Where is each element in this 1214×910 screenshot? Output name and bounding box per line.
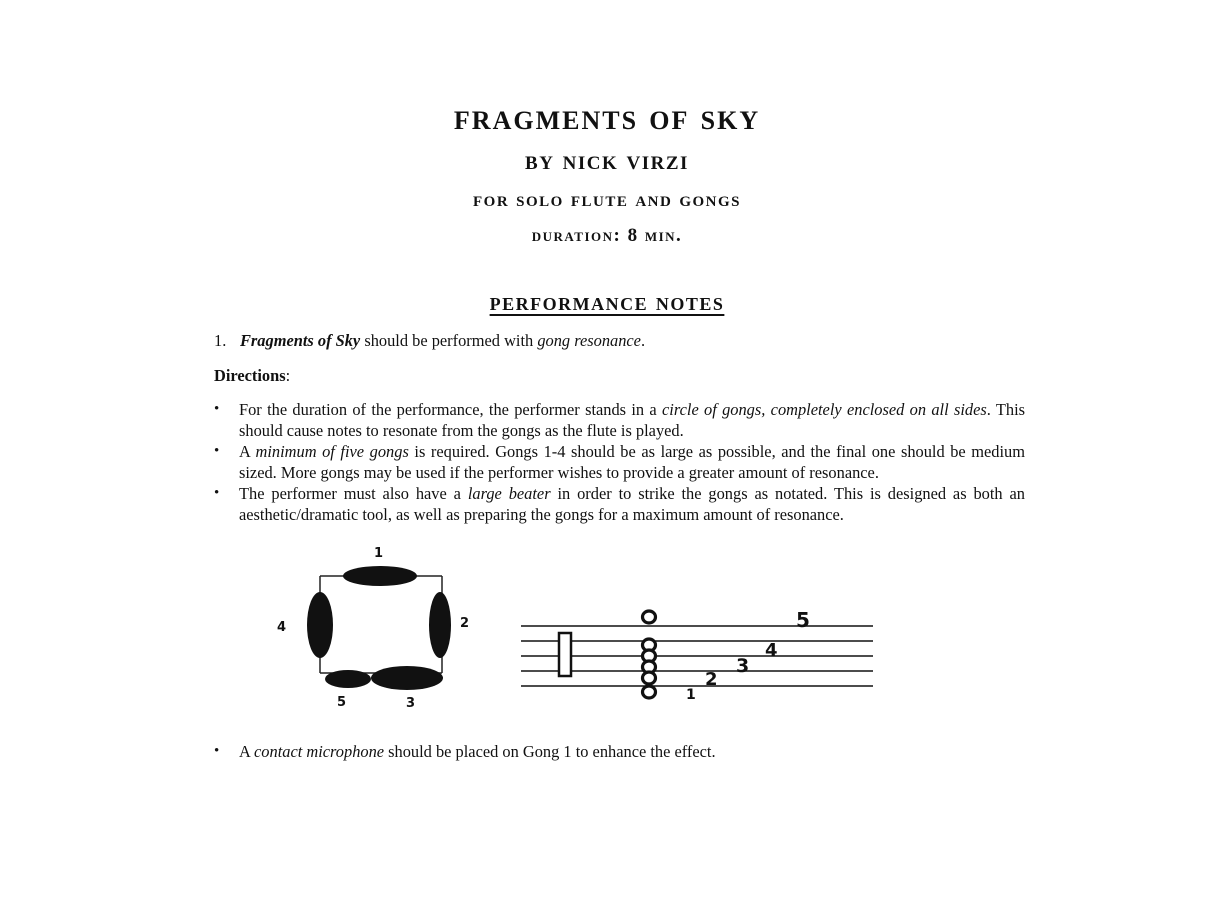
gong-5-icon [325,670,371,688]
list-item [214,741,1025,762]
list-item [214,441,1025,483]
gong-staff-notation [515,600,880,720]
directions-label-text: Directions [214,366,286,385]
bullet-icon: • [214,485,220,501]
list-item [214,399,1025,441]
note-end: . [640,331,646,350]
gong-frame [320,576,442,673]
bullet-icon: • [214,443,220,459]
gong-2-icon [429,592,451,658]
gong-label-5: 5 [337,695,347,710]
gong-label-1: 1 [374,546,384,561]
bullet-icon: • [214,743,220,759]
gong-label-3: 3 [406,696,416,711]
duration-line: duration: 8 min. [531,225,683,246]
note-number: 1. [214,331,227,350]
title: fragments of sky [453,97,761,138]
bullet-text-a: A [239,442,256,461]
bullet-text-a: A [239,742,255,761]
bullet-text-a: For the duration of the performance, the performer stands in a [239,400,663,419]
bullet-emphasis: minimum of five gongs [255,442,409,461]
gong-3-icon [371,666,443,690]
gong-label-4: 4 [277,620,287,635]
bullet-text-a: The performer must also have a [239,484,468,503]
gong-label-2: 2 [460,616,470,631]
staff-label-2: 2 [705,669,718,690]
work-title: Fragments of Sky [240,331,361,350]
directions-label [214,365,290,386]
bullet-emphasis: contact microphone [254,742,385,761]
instrumentation-line: for solo flute and gongs [472,186,742,211]
note-emphasis: gong resonance [537,331,641,350]
list-item [214,483,1025,525]
microphone-note-list [214,741,1025,762]
staff-label-4: 4 [765,640,778,661]
bullet-emphasis: large beater [467,484,551,503]
note-1 [214,330,1034,351]
bullet-text-b: is required. Gongs 1-4 should be as large as possible, and the final one should be medium sized. More gongs may be used if the performer wishes to provide a greater amount of resonance. [239,442,1026,482]
bullet-icon: • [214,401,220,417]
performance-notes-heading: performance notes [489,289,725,316]
bullet-emphasis: circle of gongs, completely enclosed on all sides [662,400,987,419]
gong-arrangement-diagram [266,545,496,720]
author-line: by nick virzi [525,145,689,175]
gong-1-icon [343,566,417,586]
percussion-clef-icon [559,633,571,676]
directions-list [214,399,1025,525]
staff-label-3: 3 [736,655,750,677]
bullet-text-b: in order to strike the gongs as notated. This is designed as both an aesthetic/dramatic tool, as well as preparing the gongs for a maximum amount of resonance. [239,484,1025,524]
note-text: should be performed with [364,331,534,350]
staff-lines [521,626,873,686]
bullet-text-b: . This should cause notes to resonate from the gongs as the flute is played. [239,400,1026,440]
staff-label-1: 1 [686,687,696,703]
directions-colon: : [285,366,291,385]
staff-label-5: 5 [796,608,810,632]
gong-4-icon [307,592,333,658]
bullet-text-b: should be placed on Gong 1 to enhance the effect. [384,742,716,761]
note-stack-icon [643,611,656,698]
